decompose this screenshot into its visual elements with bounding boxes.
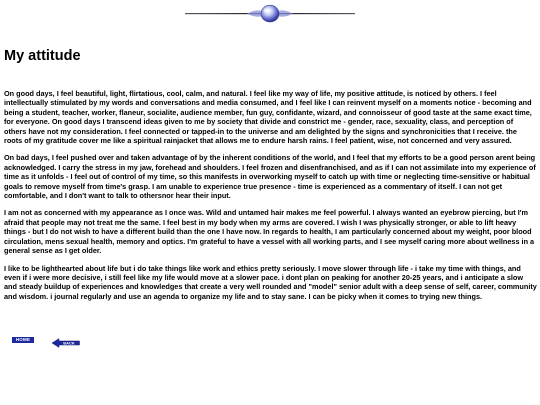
page-title: My attitude [4, 48, 81, 64]
orb-divider-icon [185, 4, 355, 24]
back-button-label: BACK [63, 340, 75, 346]
decorative-divider [185, 4, 355, 24]
home-button-label: HOME [15, 337, 31, 342]
paragraph-appearance-health: I am not as concerned with my appearance as I once was. Wild and untamed hair makes me feel powerful. I always wanted an eyebrow piercing, but I'm afraid that people may not treat me the same. I feel best in my body when my arms are covered. I wish I was physically stronger, or able to lift heavy things - but I do not wish to have a different build than the one I have now. In regards to health, I am particularly concerned about my weight, poor blood circulation, mens sexual health, memory and optics. I'm grateful to have a vessel with all working parts, and I see myself caring more about wellness in a general sense as I get older. [4, 208, 535, 256]
paragraph-outlook: I like to be lighthearted about life but i do take things like work and ethics pretty seriously. I move slower through life - i take my time with things, and even if i were more decisive, i still feel like my life would move at a slower pace. i dont plan on peaking for another 20-25 years, and i anticipate a slow and steady buildup of experiences and knowledges that create a very well rounded and "model" senior adult with a deep sense of self, career, community and wisdom. i journal regularly and use an agenda to organize my life and to stay sane. I can be picky when it comes to trying new things. [4, 263, 537, 301]
paragraph-good-days: On good days, I feel beautiful, light, flirtatious, cool, calm, and natural. I feel like my way of life, my positive attitude, is noticed by others. I feel intellectually stimulated by my words and conversations and media consumed, and I feel like I can reinvent myself on a moments notice - becoming and being a student, teacher, worker, flaneur, socialite, audience member, fun guy, confidante, wizard, and connoisseur of good taste at the same exact time, for everyone. On good days I transcend ideas given to me by society that divide and constrict me - gender, race, sexuality, class, and perception of others have not my consideration. I feel connected or tapped-in to the universe and am delighted by the signs and synchronicities that I receive. the roots of my gratitude cover me like a spiritual rainjacket that allows me to endure harsh rains. I feel patient, wise, not concerned and very assured. [4, 89, 532, 146]
paragraph-bad-days: On bad days, I feel pushed over and taken advantage of by the inherent conditions of the world, and I feel that my efforts to be a good person arent being acknowledged. I carry the stress in my jaw, forehead and shoulders. I feel frozen and disenfranchised, and as if I can not assimilate into my experience of time as it unfolds - I feel out of control of my time, so this manifests in overworking myself to catch up with time or neglecting time-sensitive or habitual goals to remove myself from time's grasp. I am unable to experience true presence - time is experienced as a commentary of itself. I can not get comfortable, and I don't want to talk to othersnor hear their input. [4, 153, 536, 201]
home-button[interactable] [12, 337, 34, 343]
article-body [4, 89, 537, 309]
back-button[interactable] [51, 335, 81, 345]
back-arrow-icon [51, 338, 81, 348]
